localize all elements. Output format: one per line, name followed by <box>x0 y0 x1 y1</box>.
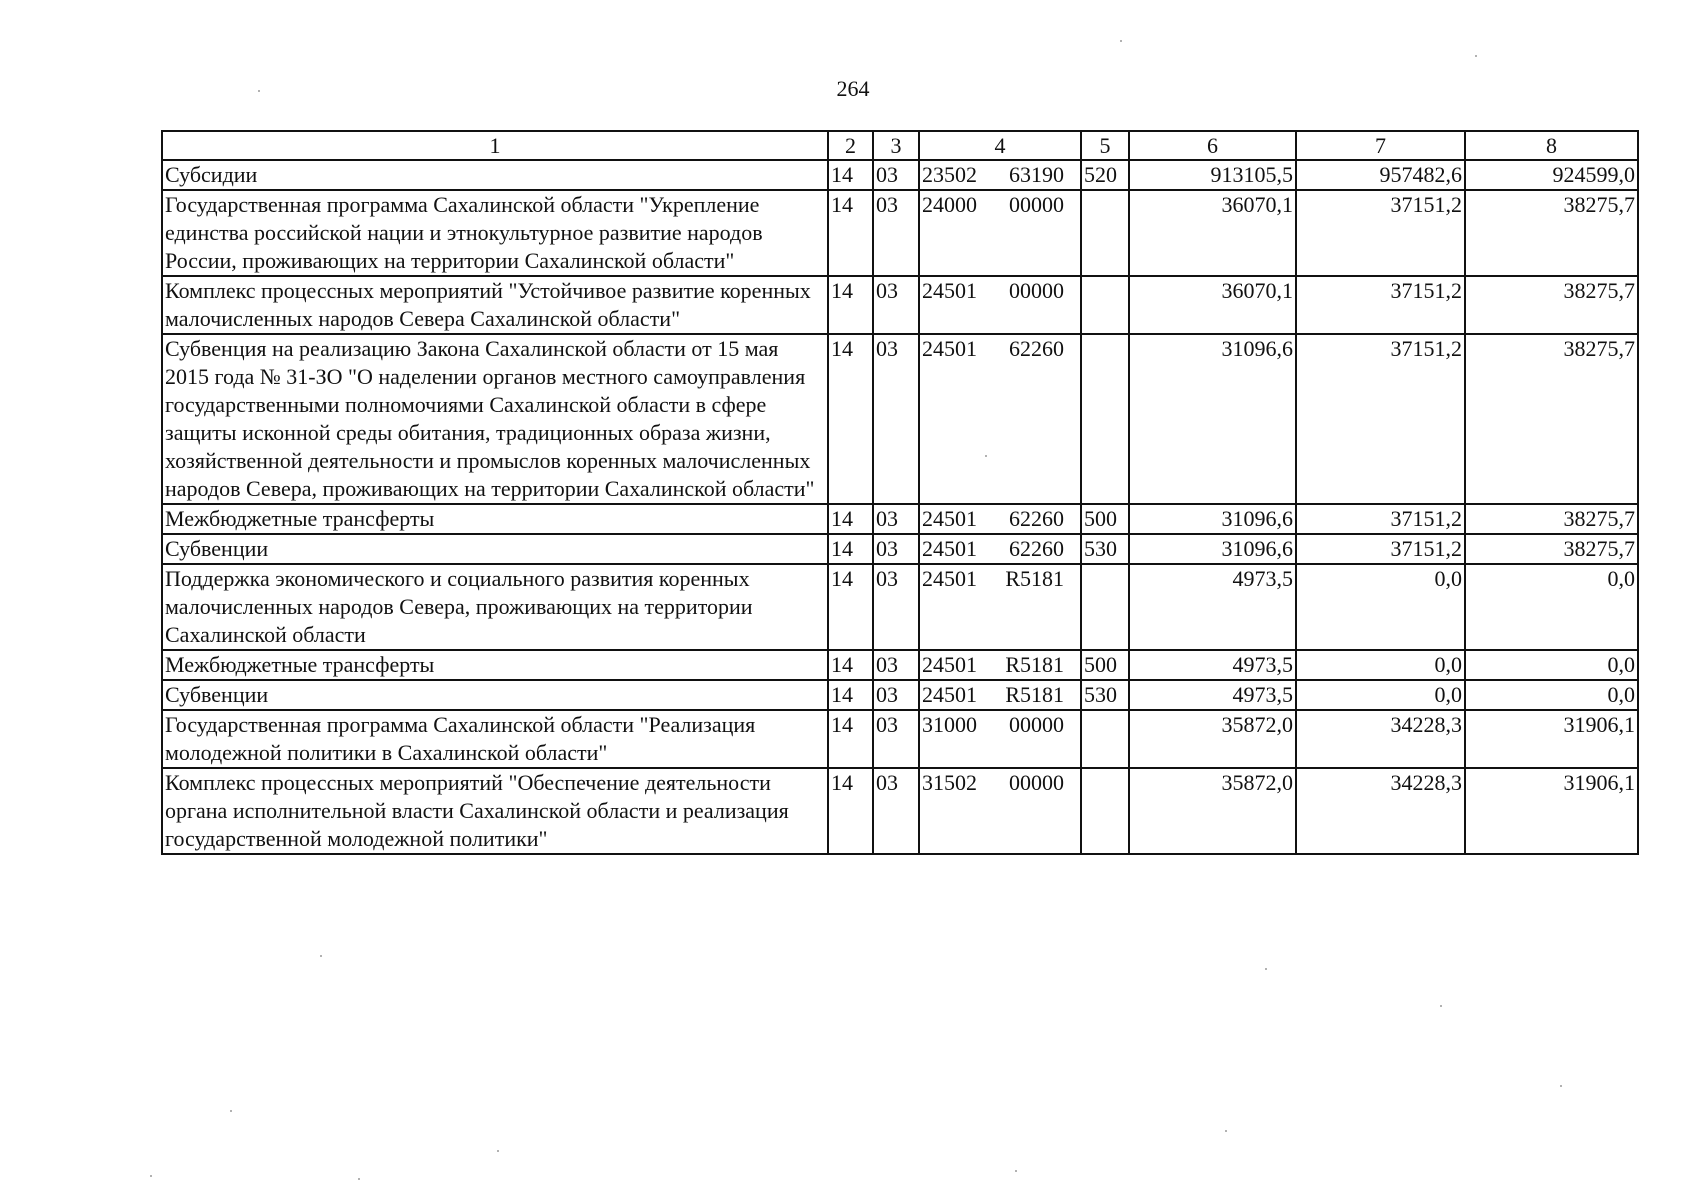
col-header: 2 <box>828 131 873 160</box>
program-code: 24501 <box>922 566 977 591</box>
expense-type-code <box>1081 564 1129 650</box>
subsection-code: 03 <box>873 710 919 768</box>
amount-col8: 0,0 <box>1465 564 1638 650</box>
row-description: Субвенции <box>162 534 828 564</box>
table-row <box>162 650 1638 680</box>
scan-speck <box>358 1178 360 1180</box>
amount-col8: 31906,1 <box>1465 710 1638 768</box>
program-code: 24501 <box>922 682 977 707</box>
amount-col8: 38275,7 <box>1465 334 1638 504</box>
target-article-cell <box>919 160 1081 190</box>
scan-speck <box>1560 1085 1562 1087</box>
subsection-code: 03 <box>873 334 919 504</box>
row-description: Субвенция на реализацию Закона Сахалинской области от 15 мая 2015 года № 31-ЗО "О наделении органов местного самоуправления государственными полномочиями Сахалинской области в сфере защиты исконной среды обитания, традиционных образа жизни, хозяйственной деятельности и промыслов коренных малочисленных народов Севера, проживающих на территории Сахалинской области" <box>162 334 828 504</box>
amount-col8: 31906,1 <box>1465 768 1638 854</box>
scan-speck <box>1015 1170 1017 1172</box>
target-article-cell <box>919 680 1081 710</box>
amount-col8: 38275,7 <box>1465 276 1638 334</box>
subsection-code: 03 <box>873 534 919 564</box>
program-code: 24501 <box>922 278 977 303</box>
row-description: Поддержка экономического и социального развития коренных малочисленных народов Севера, проживающих на территории Сахалинской области <box>162 564 828 650</box>
expense-type-code <box>1081 190 1129 276</box>
direction-code: 62260 <box>1009 506 1064 531</box>
row-description: Межбюджетные трансферты <box>162 504 828 534</box>
program-code: 24000 <box>922 192 977 217</box>
expense-type-code: 530 <box>1081 534 1129 564</box>
direction-code: 00000 <box>1009 278 1064 303</box>
direction-code: 62260 <box>1009 536 1064 561</box>
scan-speck <box>230 1110 232 1112</box>
scan-speck <box>1120 40 1122 42</box>
amount-col8: 38275,7 <box>1465 534 1638 564</box>
amount-col7: 37151,2 <box>1296 190 1465 276</box>
section-code: 14 <box>828 710 873 768</box>
scan-speck <box>320 955 322 957</box>
amount-col6: 4973,5 <box>1129 650 1296 680</box>
scan-speck <box>1225 1130 1227 1132</box>
section-code: 14 <box>828 276 873 334</box>
amount-col6: 31096,6 <box>1129 504 1296 534</box>
program-code: 24501 <box>922 506 977 531</box>
program-code: 31502 <box>922 770 977 795</box>
direction-code: 00000 <box>1009 192 1064 217</box>
amount-col8: 38275,7 <box>1465 190 1638 276</box>
direction-code: R5181 <box>1005 566 1064 591</box>
direction-code: 63190 <box>1009 162 1064 187</box>
target-article-cell <box>919 334 1081 504</box>
scan-speck <box>150 1175 152 1177</box>
col-header: 6 <box>1129 131 1296 160</box>
section-code: 14 <box>828 334 873 504</box>
expense-type-code <box>1081 276 1129 334</box>
budget-table <box>161 130 1639 855</box>
amount-col7: 34228,3 <box>1296 768 1465 854</box>
section-code: 14 <box>828 190 873 276</box>
col-header: 7 <box>1296 131 1465 160</box>
table-row <box>162 710 1638 768</box>
program-code: 24501 <box>922 336 977 361</box>
table-row <box>162 160 1638 190</box>
amount-col6: 36070,1 <box>1129 190 1296 276</box>
section-code: 14 <box>828 650 873 680</box>
subsection-code: 03 <box>873 768 919 854</box>
scan-speck <box>985 455 987 457</box>
amount-col7: 34228,3 <box>1296 710 1465 768</box>
amount-col6: 31096,6 <box>1129 334 1296 504</box>
amount-col7: 0,0 <box>1296 680 1465 710</box>
section-code: 14 <box>828 564 873 650</box>
direction-code: 00000 <box>1009 770 1064 795</box>
table-row <box>162 190 1638 276</box>
expense-type-code: 520 <box>1081 160 1129 190</box>
section-code: 14 <box>828 160 873 190</box>
col-header: 5 <box>1081 131 1129 160</box>
amount-col8: 924599,0 <box>1465 160 1638 190</box>
direction-code: 00000 <box>1009 712 1064 737</box>
table-row <box>162 504 1638 534</box>
amount-col8: 0,0 <box>1465 680 1638 710</box>
amount-col8: 0,0 <box>1465 650 1638 680</box>
col-header: 3 <box>873 131 919 160</box>
row-description: Комплекс процессных мероприятий "Обеспечение деятельности органа исполнительной власти Сахалинской области и реализация государственной молодежной политики" <box>162 768 828 854</box>
amount-col7: 37151,2 <box>1296 276 1465 334</box>
expense-type-code <box>1081 710 1129 768</box>
amount-col7: 37151,2 <box>1296 534 1465 564</box>
target-article-cell <box>919 190 1081 276</box>
direction-code: 62260 <box>1009 336 1064 361</box>
expense-type-code: 530 <box>1081 680 1129 710</box>
section-code: 14 <box>828 534 873 564</box>
amount-col6: 36070,1 <box>1129 276 1296 334</box>
col-header: 1 <box>162 131 828 160</box>
scan-speck <box>1265 968 1267 970</box>
table-row <box>162 564 1638 650</box>
amount-col7: 37151,2 <box>1296 504 1465 534</box>
section-code: 14 <box>828 504 873 534</box>
amount-col6: 31096,6 <box>1129 534 1296 564</box>
col-header: 4 <box>919 131 1081 160</box>
amount-col6: 4973,5 <box>1129 680 1296 710</box>
subsection-code: 03 <box>873 564 919 650</box>
amount-col6: 35872,0 <box>1129 710 1296 768</box>
amount-col7: 957482,6 <box>1296 160 1465 190</box>
table-row <box>162 680 1638 710</box>
scan-speck <box>497 1150 499 1152</box>
header-row <box>162 131 1638 160</box>
subsection-code: 03 <box>873 680 919 710</box>
scan-speck <box>1475 55 1477 57</box>
target-article-cell <box>919 276 1081 334</box>
expense-type-code: 500 <box>1081 650 1129 680</box>
section-code: 14 <box>828 768 873 854</box>
subsection-code: 03 <box>873 650 919 680</box>
amount-col6: 4973,5 <box>1129 564 1296 650</box>
amount-col7: 37151,2 <box>1296 334 1465 504</box>
subsection-code: 03 <box>873 160 919 190</box>
subsection-code: 03 <box>873 190 919 276</box>
program-code: 24501 <box>922 652 977 677</box>
row-description: Межбюджетные трансферты <box>162 650 828 680</box>
program-code: 23502 <box>922 162 977 187</box>
expense-type-code: 500 <box>1081 504 1129 534</box>
direction-code: R5181 <box>1005 682 1064 707</box>
row-description: Комплекс процессных мероприятий "Устойчивое развитие коренных малочисленных народов Севера Сахалинской области" <box>162 276 828 334</box>
scan-speck <box>1440 1005 1442 1007</box>
col-header: 8 <box>1465 131 1638 160</box>
program-code: 31000 <box>922 712 977 737</box>
amount-col7: 0,0 <box>1296 650 1465 680</box>
target-article-cell <box>919 710 1081 768</box>
row-description: Государственная программа Сахалинской области "Укрепление единства российской нации и этнокультурное развитие народов России, проживающих на территории Сахалинской области" <box>162 190 828 276</box>
row-description: Субсидии <box>162 160 828 190</box>
expense-type-code <box>1081 768 1129 854</box>
amount-col6: 913105,5 <box>1129 160 1296 190</box>
target-article-cell <box>919 768 1081 854</box>
table-row <box>162 768 1638 854</box>
amount-col8: 38275,7 <box>1465 504 1638 534</box>
target-article-cell <box>919 504 1081 534</box>
amount-col7: 0,0 <box>1296 564 1465 650</box>
target-article-cell <box>919 534 1081 564</box>
target-article-cell <box>919 650 1081 680</box>
target-article-cell <box>919 564 1081 650</box>
subsection-code: 03 <box>873 504 919 534</box>
table-row <box>162 534 1638 564</box>
section-code: 14 <box>828 680 873 710</box>
subsection-code: 03 <box>873 276 919 334</box>
table-row <box>162 334 1638 504</box>
row-description: Государственная программа Сахалинской области "Реализация молодежной политики в Сахалинской области" <box>162 710 828 768</box>
table-row <box>162 276 1638 334</box>
expense-type-code <box>1081 334 1129 504</box>
scan-speck <box>258 90 260 92</box>
amount-col6: 35872,0 <box>1129 768 1296 854</box>
program-code: 24501 <box>922 536 977 561</box>
page-number: 264 <box>836 76 870 101</box>
direction-code: R5181 <box>1005 652 1064 677</box>
row-description: Субвенции <box>162 680 828 710</box>
